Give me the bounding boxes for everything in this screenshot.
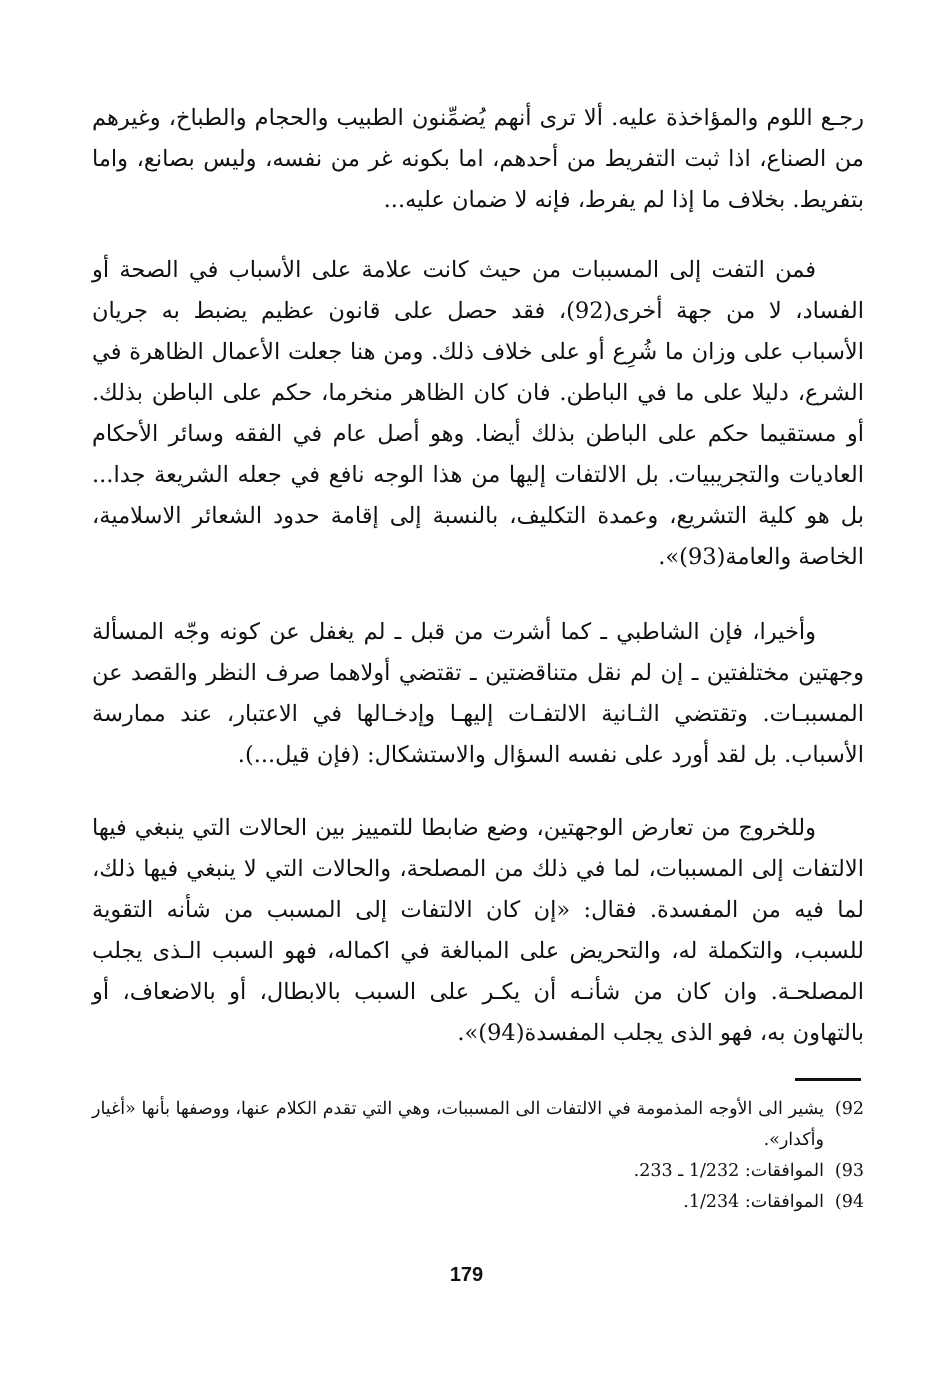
paragraph-2 [92, 250, 864, 578]
footnote-92 [92, 1094, 864, 1156]
paragraph-1 [92, 98, 864, 221]
footnotes [92, 1094, 864, 1218]
paragraph-3 [92, 612, 864, 776]
footnote-94 [92, 1187, 864, 1218]
footnote-93 [92, 1156, 864, 1187]
footnote-text: الموافقات: 1/234. [683, 1192, 824, 1212]
paragraph-3-text: وأخيرا، فإن الشاطبي ـ كما أشرت من قبل ـ لم يغفل عن كونه وجّه المسألة وجهتين مختلفتين ـ إن لم نقل متناقضتين ـ تقتضي أولاهما صرف النظر والقصد عن المسببـات. وتقتضي الثـانية الالتفـات إليهـا وإدخـالها في الاعتبار، عند ممارسة الأسباب. بل لقد أورد على نفسه السؤال والاستشكال: (فإن قيل...). [92, 619, 864, 768]
footnote-number: 93) [834, 1161, 864, 1181]
footnote-text: يشير الى الأوجه المذمومة في الالتفات الى المسببات، وهي التي تقدم الكلام عنها، ووصفها بأنها «أغيار وأكدار». [92, 1099, 824, 1150]
paragraph-2-text: فمن التفت إلى المسببات من حيث كانت علامة على الأسباب في الصحة أو الفساد، لا من جهة أخرى(92)، فقد حصل على قانون عظيم يضبط به جريان الأسباب على وزان ما شُرِع أو على خلاف ذلك. ومن هنا جعلت الأعمال الظاهرة في الشرع، دليلا على ما في الباطن. فان كان الظاهر منخرما، حكم على الباطن بذلك. أو مستقيما حكم على الباطن بذلك أيضا. وهو أصل عام في الفقه وسائر الأحكام العاديات والتجريبيات. بل الالتفات إليها من هذا الوجه نافع في جعله الشريعة جدا... بل هو كلية التشريع، وعمدة التكليف، بالنسبة إلى إقامة حدود الشعائر الاسلامية، الخاصة والعامة(93)». [92, 257, 865, 570]
footnote-number: 92) [834, 1099, 864, 1119]
paragraph-4 [92, 808, 864, 1054]
page-number: 179 [449, 1264, 484, 1286]
paragraph-4-text: وللخروج من تعارض الوجهتين، وضع ضابطا للتمييز بين الحالات التي ينبغي فيها الالتفات إلى المسببات، لما في ذلك من المصلحة، والحالات التي لا ينبغي فيها ذلك، لما فيه من المفسدة. فقال: «إن كان الالتفات إلى المسبب من شأنه التقوية للسبب، والتكملة له، والتحريض على المبالغة في اكماله، فهو السبب الـذى يجلب المصلحـة. وان كان من شأنـه أن يكـر على السبب بالابطال، أو بالاضعاف، أو بالتهاون به، فهو الذى يجلب المفسدة(94)». [92, 815, 864, 1046]
footnote-text: الموافقات: 1/232 ـ 233. [633, 1161, 824, 1181]
footnote-number: 94) [834, 1192, 864, 1212]
paragraph-1-text: رجـع اللوم والمؤاخذة عليه. ألا ترى أنهم يُضمِّنون الطبيب والحجام والطباخ، وغيرهم من الصناع، اذا ثبت التفريط من أحدهم، اما بكونه غر من نفسه، وليس بصانع، واما بتفريط. بخلاف ما إذا لم يفرط، فإنه لا ضمان عليه... [92, 105, 864, 213]
footnote-separator [795, 1078, 861, 1081]
